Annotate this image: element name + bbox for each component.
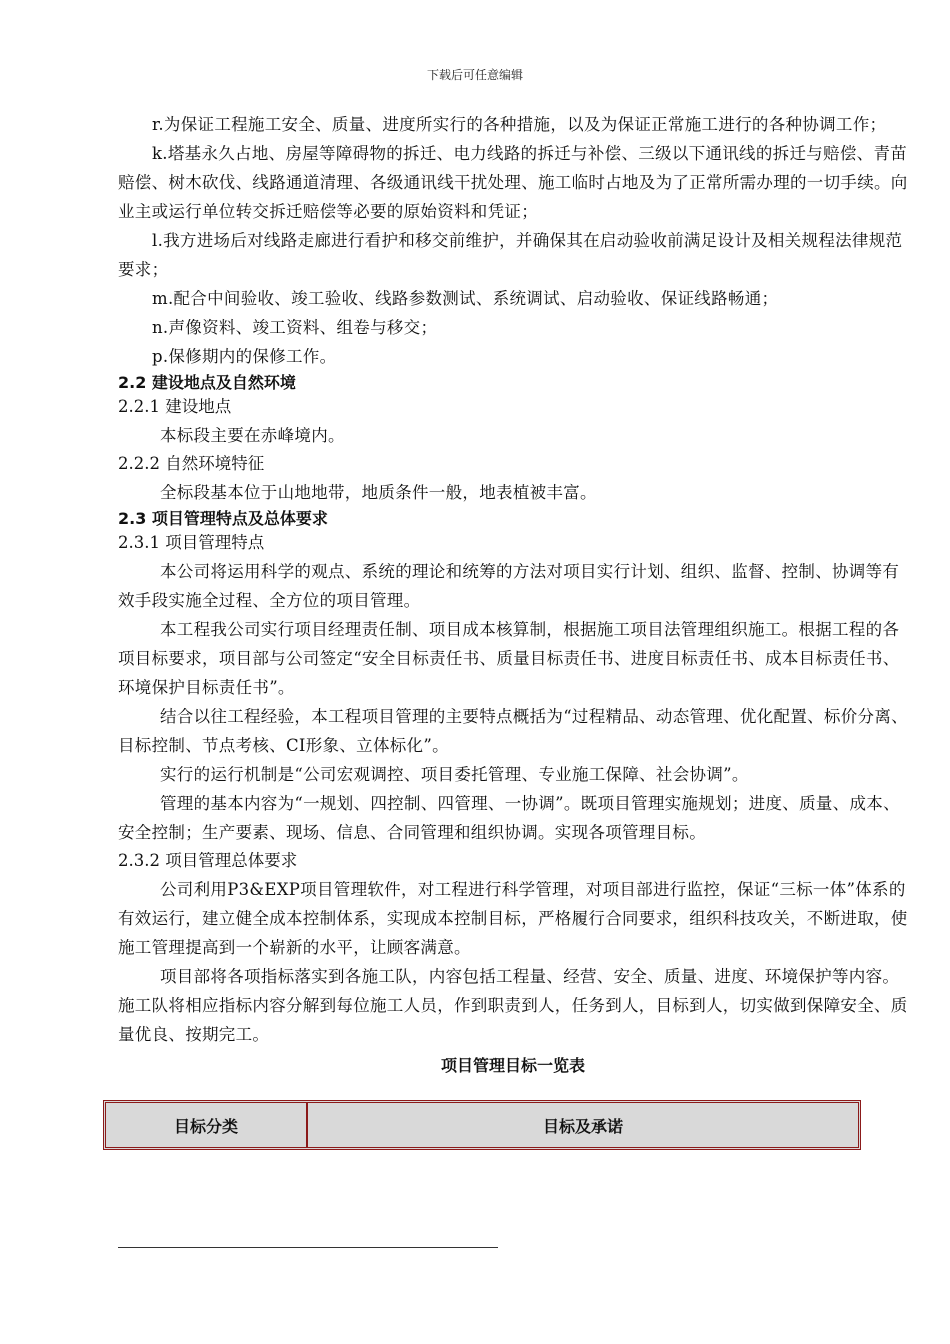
item-r: r.为保证工程施工安全、质量、进度所实行的各种措施，以及为保证正常施工进行的各种协调工作； <box>152 115 887 134</box>
section-2-3-1-para-3: 结合以往工程经验，本工程项目管理的主要特点概括为“过程精品、动态管理、优化配置、标价分离、目标控制、节点考核、CI形象、立体标化”。 <box>118 707 908 755</box>
table-header-category: 目标分类 <box>106 1103 308 1147</box>
section-2-2-1-text: 本标段主要在赤峰境内。 <box>160 426 345 445</box>
item-n: n.声像资料、竣工资料、组卷与移交； <box>152 318 438 337</box>
item-m: m.配合中间验收、竣工验收、线路参数测试、系统调试、启动验收、保证线路畅通； <box>152 289 779 308</box>
section-2-3-2-para-2: 项目部将各项指标落实到各施工队，内容包括工程量、经营、安全、质量、进度、环境保护等内容。施工队将相应指标内容分解到每位施工人员，作到职责到人，任务到人，目标到人，切实做到保障安全、质量优良、按期完工。 <box>118 967 908 1044</box>
table-title: 项目管理目标一览表 <box>440 1056 585 1075</box>
section-2-3-1-para-2: 本工程我公司实行项目经理责任制、项目成本核算制，根据施工项目法管理组织施工。根据工程的各项目标要求，项目部与公司签定“安全目标责任书、质量目标责任书、进度目标责任书、成本目标责任书、环境保护目标责任书”。 <box>118 620 900 697</box>
section-2-3-1-para-1: 本公司将运用科学的观点、系统的理论和统筹的方法对项目实行计划、组织、监督、控制、协调等有效手段实施全过程、全方位的项目管理。 <box>118 562 900 610</box>
section-2-2-2-text: 全标段基本位于山地地带，地质条件一般，地表植被丰富。 <box>160 483 597 502</box>
goal-table <box>103 1100 861 1150</box>
section-2-2-2-heading: 2.2.2 自然环境特征 <box>118 454 265 473</box>
item-k: k.塔基永久占地、房屋等障碍物的拆迁、电力线路的拆迁与补偿、三级以下通讯线的拆迁与赔偿、青苗赔偿、树木砍伐、线路通道清理、各级通讯线干扰处理、施工临时占地及为了正常所需办理的一切手续。向业主或运行单位转交拆迁赔偿等必要的原始资料和凭证； <box>118 144 908 221</box>
section-2-3-heading: 2.3 项目管理特点及总体要求 <box>118 509 328 528</box>
section-2-3-2-para-1: 公司利用P3&EXP项目管理软件，对工程进行科学管理，对项目部进行监控，保证“三标一体”体系的有效运行，建立健全成本控制体系，实现成本控制目标，严格履行合同要求，组织科技攻关，不断进取，使施工管理提高到一个崭新的水平，让顾客满意。 <box>118 880 908 957</box>
section-2-3-1-para-5: 管理的基本内容为“一规划、四控制、四管理、一协调”。既项目管理实施规划；进度、质量、成本、安全控制；生产要素、现场、信息、合同管理和组织协调。实现各项管理目标。 <box>118 794 900 842</box>
table-header-commitment: 目标及承诺 <box>542 1116 623 1136</box>
section-2-2-heading: 2.2 建设地点及自然环境 <box>118 373 296 392</box>
page-header: 下载后可任意编辑 <box>426 68 523 82</box>
section-2-2-1-heading: 2.2.1 建设地点 <box>118 397 232 416</box>
item-l: l.我方进场后对线路走廊进行看护和移交前维护，并确保其在启动验收前满足设计及相关规程法律规范要求； <box>118 231 903 279</box>
item-p: p.保修期内的保修工作。 <box>152 347 337 366</box>
section-2-3-1-heading: 2.3.1 项目管理特点 <box>118 533 265 552</box>
document-body <box>118 110 908 1082</box>
footnote-divider <box>118 1247 498 1248</box>
section-2-3-2-heading: 2.3.2 项目管理总体要求 <box>118 851 298 870</box>
section-2-3-1-para-4: 实行的运行机制是“公司宏观调控、项目委托管理、专业施工保障、社会协调”。 <box>160 765 749 784</box>
